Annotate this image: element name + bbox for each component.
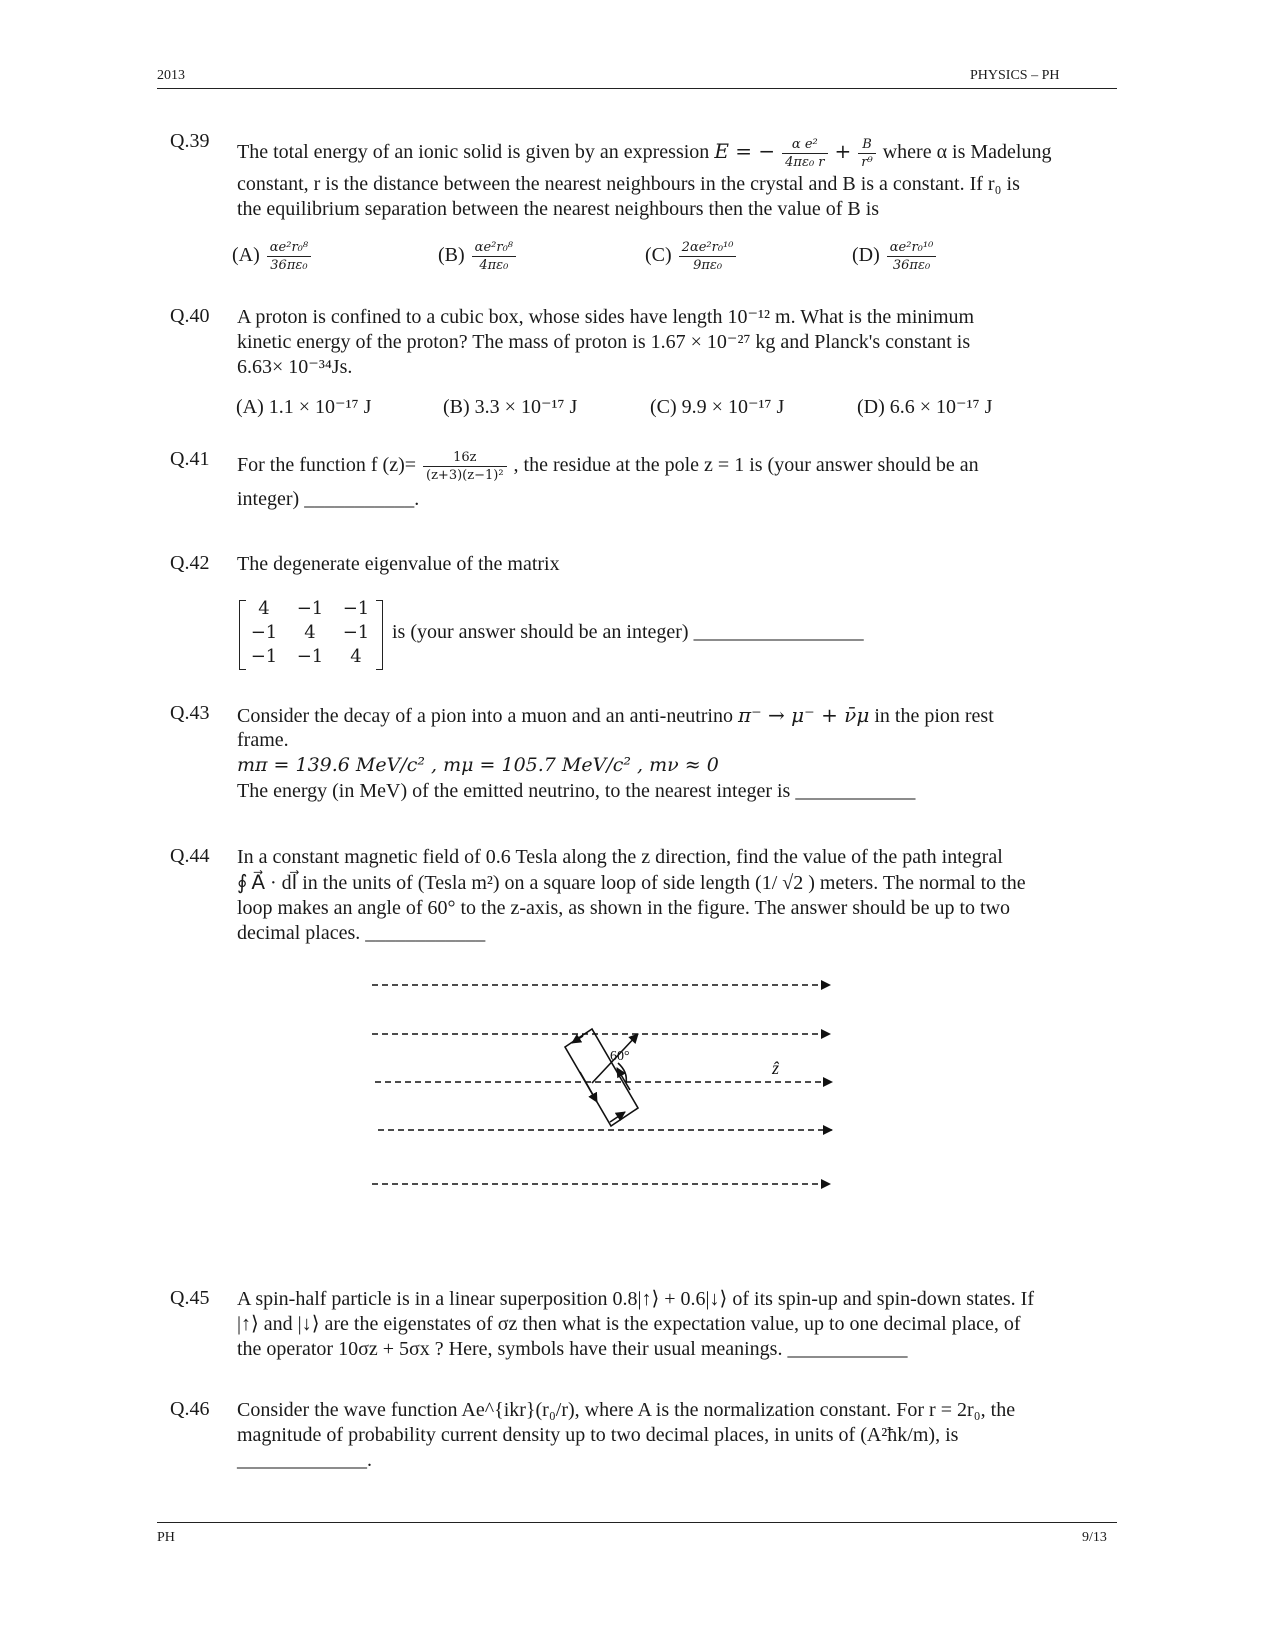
question-number: Q.40 xyxy=(170,305,210,327)
question-text: Consider the decay of a pion into a muon and an anti-neutrino π⁻ → μ⁻ + ν̄μ in the pion rest xyxy=(237,703,994,727)
question-text: integer) ___________. xyxy=(237,488,420,510)
page-number: 9/13 xyxy=(1082,1530,1107,1545)
question-text: The energy (in MeV) of the emitted neutrino, to the nearest integer is ____________ xyxy=(237,780,916,802)
header-rule xyxy=(157,88,1117,89)
question-number: Q.43 xyxy=(170,702,210,724)
question-text: A spin-half particle is in a linear superposition 0.8|↑⟩ + 0.6|↓⟩ of its spin-up and spin-down states. If xyxy=(237,1288,1034,1310)
decay-reaction: π⁻ → μ⁻ + ν̄μ xyxy=(737,703,870,727)
matrix-right-bracket xyxy=(376,600,383,670)
plus-sign: + xyxy=(834,139,852,164)
question-number: Q.39 xyxy=(170,130,210,152)
q39-line1-pre: The total energy of an ionic solid is given by an expression xyxy=(237,141,715,164)
angle-label: 60° xyxy=(610,1049,630,1064)
q39-lhs: E = − xyxy=(714,139,776,164)
loop-direction-arrow xyxy=(580,1072,597,1102)
question-text: magnitude of probability current density up to two decimal places, in units of (A²ħk/m), is xyxy=(237,1424,959,1446)
question-text xyxy=(237,137,1052,170)
question-number: Q.44 xyxy=(170,845,210,867)
question-text: constant, r is the distance between the nearest neighbours in the crystal and B is a constant. If r₀ is xyxy=(237,173,1020,195)
question-text: kinetic energy of the proton? The mass of proton is 1.67 × 10⁻²⁷ kg and Planck's constant is xyxy=(237,331,971,353)
matrix-cell: −1 xyxy=(250,622,278,643)
option-b[interactable]: (B) 3.3 × 10⁻¹⁷ J xyxy=(443,396,578,418)
question-text: is (your answer should be an integer) _________________ xyxy=(392,621,864,643)
option-a[interactable]: (A) $\frac{\text{αe²r₀⁸}}{\text{36πε₀}}$ xyxy=(232,240,313,273)
question-text: the equilibrium separation between the nearest neighbours then the value of B is xyxy=(237,198,880,220)
matrix-cell: −1 xyxy=(296,598,324,619)
header-year: 2013 xyxy=(157,68,185,83)
matrix-cell: −1 xyxy=(250,646,278,667)
question-text: A proton is confined to a cubic box, whose sides have length 10⁻¹² m. What is the minimum xyxy=(237,306,975,328)
question-text: 6.63× 10⁻³⁴Js. xyxy=(237,356,353,378)
square-loop xyxy=(565,1029,638,1126)
question-text: frame. xyxy=(237,729,289,751)
fraction: $\frac{\text{α e²}}{\text{4πε₀ r}}$ xyxy=(782,137,827,170)
option-a[interactable]: (A) 1.1 × 10⁻¹⁷ J xyxy=(236,396,372,418)
question-number: Q.45 xyxy=(170,1287,210,1309)
matrix-cell: 4 xyxy=(258,598,270,619)
question-text: ∮ A⃗ · dl⃗ in the units of (Tesla m²) on a square loop of side length (1/ √2 ) meters. The normal to the xyxy=(237,872,1026,894)
matrix-cell: −1 xyxy=(342,622,370,643)
question-text: The degenerate eigenvalue of the matrix xyxy=(237,553,560,575)
question-text: For the function f (z)= $\frac{16z}{\text{(z+3)(z−1)²}}$ , the residue at the pole z = 1 is (your answer should be an xyxy=(237,450,979,483)
fraction: $\frac{\text{2αe²r₀¹⁰}}{\text{9πε₀}}$ xyxy=(679,240,737,273)
option-b[interactable]: (B) $\frac{\text{αe²r₀⁸}}{\text{4πε₀}}$ xyxy=(438,240,518,273)
option-d[interactable]: (D) 6.6 × 10⁻¹⁷ J xyxy=(857,396,993,418)
matrix-cell: 4 xyxy=(304,622,316,643)
question-number: Q.42 xyxy=(170,552,210,574)
question-text: decimal places. ____________ xyxy=(237,922,486,944)
question-text: _____________. xyxy=(237,1449,372,1471)
loop-direction-arrow xyxy=(617,1068,630,1090)
fraction: $\frac{\text{αe²r₀⁸}}{\text{36πε₀}}$ xyxy=(267,240,311,273)
question-number: Q.46 xyxy=(170,1398,210,1420)
fraction: $\frac{\text{αe²r₀⁸}}{\text{4πε₀}}$ xyxy=(472,240,516,273)
matrix-cell: 4 xyxy=(350,646,362,667)
option-d[interactable]: (D) $\frac{\text{αe²r₀¹⁰}}{\text{36πε₀}}$ xyxy=(852,240,938,273)
footer-rule xyxy=(157,1522,1117,1523)
magnetic-field-figure xyxy=(360,970,840,1200)
loop-direction-arrow xyxy=(610,1112,625,1122)
fraction: $\frac{B}{\text{r⁹}}$ xyxy=(858,137,875,170)
matrix-cell: −1 xyxy=(342,598,370,619)
fraction: $\frac{\text{αe²r₀¹⁰}}{\text{36πε₀}}$ xyxy=(887,240,937,273)
option-c[interactable]: (C) 9.9 × 10⁻¹⁷ J xyxy=(650,396,785,418)
option-c[interactable]: (C) $\frac{\text{2αe²r₀¹⁰}}{\text{9πε₀}}$ xyxy=(645,240,738,273)
footer-code: PH xyxy=(157,1530,175,1545)
question-text: |↑⟩ and |↓⟩ are the eigenstates of σz then what is the expectation value, up to one decimal place, of xyxy=(237,1313,1021,1335)
question-text: loop makes an angle of 60° to the z-axis, as shown in the figure. The answer should be up to two xyxy=(237,897,1011,919)
question-text: the operator 10σz + 5σx ? Here, symbols have their usual meanings. ____________ xyxy=(237,1338,908,1360)
z-axis-label: ẑ xyxy=(772,1058,780,1078)
header-subject: PHYSICS – PH xyxy=(970,68,1060,83)
q39-line1-post: where α is Madelung xyxy=(877,141,1052,164)
loop-direction-arrow xyxy=(572,1036,583,1043)
question-text: In a constant magnetic field of 0.6 Tesla along the z direction, find the value of the path integral xyxy=(237,846,1003,868)
question-text: Consider the wave function Ae^{ikr}(r₀/r), where A is the normalization constant. For r = 2r₀, the xyxy=(237,1399,1016,1421)
question-text: mπ = 139.6 MeV/c² , mμ = 105.7 MeV/c² , mν ≈ 0 xyxy=(237,754,719,776)
matrix xyxy=(237,598,385,670)
question-number: Q.41 xyxy=(170,448,210,470)
fraction: $\frac{16z}{\text{(z+3)(z−1)²}}$ xyxy=(423,450,507,483)
matrix-cell: −1 xyxy=(296,646,324,667)
